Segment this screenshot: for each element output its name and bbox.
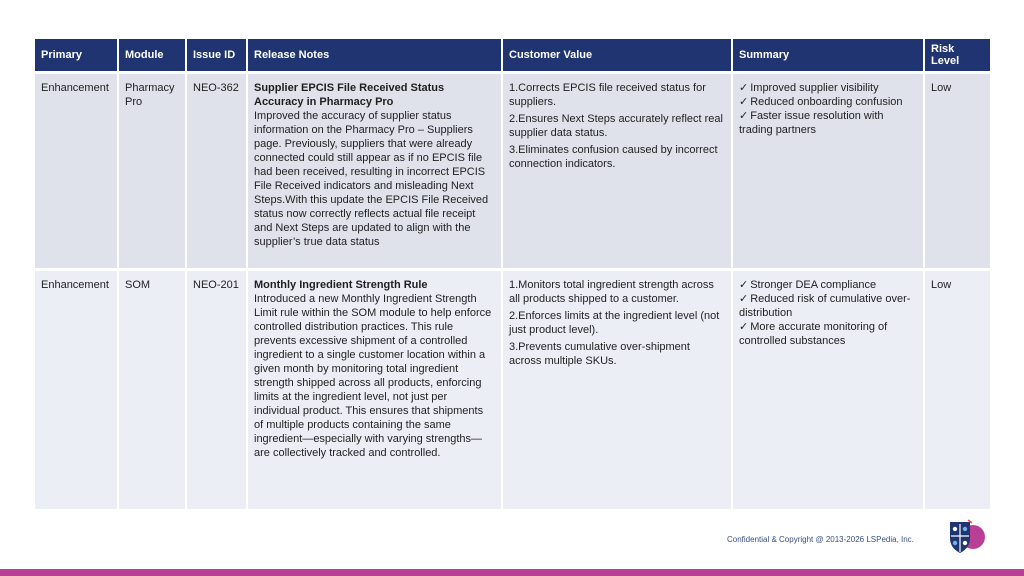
summary-item	[739, 109, 917, 137]
cell-release-notes	[248, 71, 503, 268]
header-release-notes: Release Notes	[248, 39, 503, 71]
header-primary: Primary	[35, 39, 119, 71]
summary-item	[739, 278, 917, 292]
customer-value-item: 2.Enforces limits at the ingredient level (not just product level).	[509, 310, 720, 336]
header-summary: Summary	[733, 39, 925, 71]
release-note-title: Monthly Ingredient Strength Rule	[254, 279, 428, 291]
customer-value-item: 2.Ensures Next Steps accurately reflect real supplier data status.	[509, 113, 723, 139]
checkmark-icon: ✓	[739, 82, 749, 94]
header-risk-level: Risk Level	[925, 39, 990, 71]
checkmark-icon: ✓	[739, 321, 749, 333]
cell-summary	[733, 71, 925, 268]
summary-item	[739, 320, 917, 348]
summary-text: Improved supplier visibility	[750, 82, 879, 94]
header-issue-id: Issue ID	[187, 39, 248, 71]
table-row	[35, 71, 990, 268]
summary-text: Faster issue resolution with trading partners	[739, 110, 884, 136]
release-notes-table	[35, 39, 990, 509]
cell-module: SOM	[119, 268, 187, 509]
cell-risk-level: Low	[925, 71, 990, 268]
header-module: Module	[119, 39, 187, 71]
cell-primary: Enhancement	[35, 71, 119, 268]
cell-customer-value	[503, 268, 733, 509]
copyright-footer: Confidential & Copyright @ 2013-2026 LSPedia, Inc.	[727, 535, 914, 544]
cell-issue-id: NEO-201	[187, 268, 248, 509]
summary-text: Reduced onboarding confusion	[750, 96, 903, 108]
summary-item	[739, 292, 917, 320]
checkmark-icon: ✓	[739, 110, 749, 122]
table-header-row	[35, 39, 990, 71]
cell-module: Pharmacy Pro	[119, 71, 187, 268]
summary-text: Reduced risk of cumulative over-distribution	[739, 293, 911, 319]
bottom-accent-bar	[0, 569, 1024, 576]
summary-text: Stronger DEA compliance	[750, 279, 877, 291]
customer-value-item: 1.Monitors total ingredient strength across all products shipped to a customer.	[509, 279, 714, 305]
release-note-title: Supplier EPCIS File Received Status Accuracy in Pharmacy Pro	[254, 82, 445, 108]
customer-value-item: 3.Prevents cumulative over-shipment across multiple SKUs.	[509, 341, 690, 367]
customer-value-item: 3.Eliminates confusion caused by incorrect connection indicators.	[509, 144, 718, 170]
cell-release-notes	[248, 268, 503, 509]
summary-item	[739, 81, 917, 95]
release-note-body: Improved the accuracy of supplier status information on the Pharmacy Pro – Suppliers page. Previously, suppliers that were already connected could still appear as if no EPCIS file had been received, resulting in incorrect EPCIS File Received indicators and misleading Next Steps.With this update the EPCIS File Received status now correctly reflects actual file receipt and Next Steps are updated to align with the supplier’s true data status	[254, 110, 489, 248]
summary-text: More accurate monitoring of controlled substances	[739, 321, 888, 347]
lspedia-shield-logo-icon	[946, 518, 986, 556]
release-notes-table-container	[35, 39, 990, 509]
release-note-body: Introduced a new Monthly Ingredient Strength Limit rule within the SOM module to help enforce controlled distribution practices. This rule prevents excessive shipment of a controlled ingredient to a single customer location within a given month by monitoring total ingredient strength shipped across all products, enforcing limits at the ingredient level, not just per individual product. This ensures that shipments of multiple products containing the same ingredient—especially with varying strengths—are collectively tracked and controlled.	[254, 293, 492, 459]
customer-value-item: 1.Corrects EPCIS file received status for suppliers.	[509, 82, 706, 108]
table-row	[35, 268, 990, 509]
checkmark-icon: ✓	[739, 293, 749, 305]
cell-summary	[733, 268, 925, 509]
header-customer-value: Customer Value	[503, 39, 733, 71]
checkmark-icon: ✓	[739, 279, 749, 291]
checkmark-icon: ✓	[739, 96, 749, 108]
cell-customer-value	[503, 71, 733, 268]
cell-primary: Enhancement	[35, 268, 119, 509]
summary-item	[739, 95, 917, 109]
cell-issue-id: NEO-362	[187, 71, 248, 268]
cell-risk-level: Low	[925, 268, 990, 509]
